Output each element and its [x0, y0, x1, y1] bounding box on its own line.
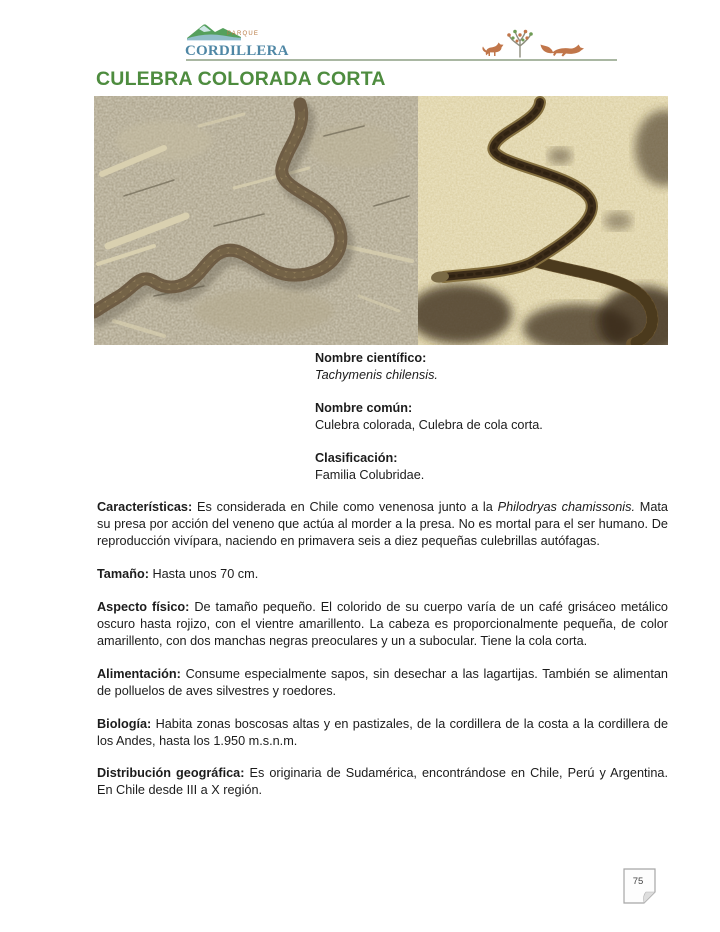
common-name-group: [315, 400, 668, 434]
page-number: 75: [632, 876, 644, 887]
scientific-name-value: Tachymenis chilensis.: [315, 367, 438, 382]
section-label: Características:: [97, 500, 193, 515]
snake-photos: [94, 96, 668, 345]
species-italic: Philodryas chamissonis.: [497, 500, 635, 515]
section-label: Alimentación:: [97, 666, 181, 681]
page-title: CULEBRA COLORADA CORTA: [96, 68, 386, 90]
common-name-value: Culebra colorada, Culebra de cola corta.: [315, 417, 543, 432]
section-label: Tamaño:: [97, 567, 149, 582]
classification-label: Clasificación:: [315, 450, 398, 465]
snake-photo-left: [94, 96, 418, 345]
section-text: Es originaria de Sudamérica, encontrándose en Chile, Perú y Argentina. En Chile desde III a X región.: [97, 766, 668, 798]
scientific-name-group: [315, 350, 668, 384]
article-body: [97, 350, 668, 799]
section-label: Distribución geográfica:: [97, 766, 245, 781]
section-text: De tamaño pequeño. El colorido de su cuerpo varía de un café grisáceo metálico oscuro hasta rojizo, con el vientre amarillento. La cabeza es proporcionalmente pequeña, de color amarillento, con dos manchas negras preoculares y un a subocular. Tiene la cola corta.: [97, 600, 668, 648]
section-text: Habita zonas boscosas altas y en pastizales, de la cordillera de la costa a la cordillera de los Andes, hasta los 1.950 m.s.n.m.: [97, 716, 668, 748]
section-label: Biología:: [97, 716, 152, 731]
section-biologia: [97, 716, 668, 750]
section-caracteristicas: [97, 499, 668, 550]
section-text: Mata su presa por acción del veneno que actúa al morder a la presa. No es mortal para el ser humano. De reproducción vivípara, naciendo en primavera seis a diez pequeñas culebrillas autófagas.: [97, 500, 668, 549]
section-alimentacion: [97, 666, 668, 700]
scientific-name-label: Nombre científico:: [315, 351, 427, 365]
common-name-label: Nombre común:: [315, 400, 413, 415]
section-text: Hasta unos 70 cm.: [152, 567, 259, 582]
fox-icon: [482, 43, 503, 57]
species-info-block: [315, 350, 668, 483]
page-number-badge: [623, 868, 657, 905]
section-distribucion-geografica: [97, 765, 668, 799]
tree-icon: [507, 30, 533, 57]
parque-cordillera-logo: [185, 22, 297, 60]
header-fauna-icons: [480, 29, 620, 60]
classification-group: [315, 450, 668, 484]
classification-value: Familia Colubridae.: [315, 467, 425, 482]
section-text: Es considerada en Chile como venenosa junto a la: [197, 500, 493, 515]
snake-left-head: [295, 98, 305, 112]
logo-cordillera-text: CORDILLERA: [185, 43, 289, 59]
section-text: Consume especialmente sapos, sin desechar a las lagartijas. También se alimentan de polluelos de aves silvestres y roedores.: [97, 666, 668, 698]
snake-photo-right: [418, 96, 668, 345]
logo-park-text: PARQUE: [227, 31, 260, 37]
running-fox-icon: [541, 45, 585, 57]
section-tamano: [97, 566, 668, 583]
section-aspecto-fisico: [97, 599, 668, 650]
section-label: Aspecto físico:: [97, 600, 190, 615]
